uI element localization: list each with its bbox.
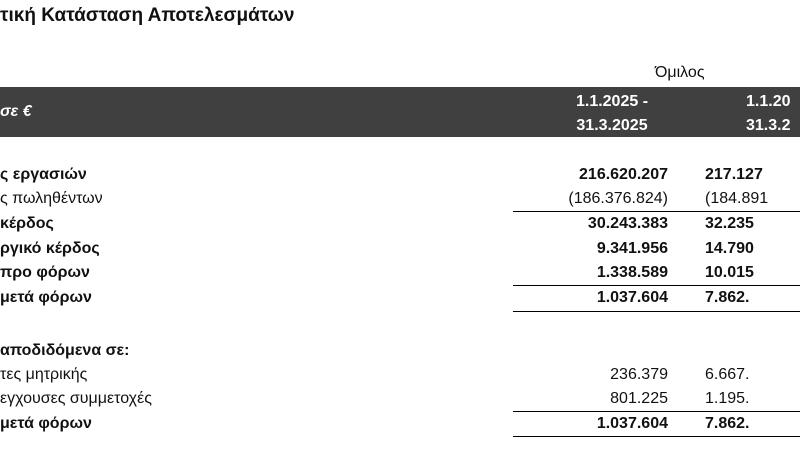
table-row-profit-before-tax bbox=[0, 261, 800, 285]
row-label: τες μητρικής bbox=[0, 366, 88, 383]
group-column-label: Όμιλος bbox=[655, 64, 705, 81]
table-row-gross-profit bbox=[0, 212, 800, 236]
row-value-period-2: 7.862. bbox=[705, 415, 750, 432]
row-value-period-2: 6.667. bbox=[705, 366, 750, 383]
row-value-period-2: 14.790 bbox=[705, 240, 754, 257]
row-label: ργικό κέρδος bbox=[0, 240, 100, 257]
row-value-period-1: 216.620.207 bbox=[579, 166, 668, 183]
table-row-revenue bbox=[0, 163, 800, 187]
period-header-1 bbox=[548, 90, 676, 138]
row-label: μετά φόρων bbox=[0, 415, 92, 432]
table-row-profit-after-tax-total bbox=[0, 412, 800, 436]
row-value-period-1: 1.037.604 bbox=[596, 415, 668, 432]
statement-title: τική Κατάσταση Αποτελεσμάτων bbox=[0, 5, 295, 26]
row-value-period-2: 32.235 bbox=[705, 215, 754, 232]
row-value-period-1: 236.379 bbox=[610, 366, 668, 383]
table-row-cost-of-sales bbox=[0, 187, 800, 211]
table-row-attributable-heading bbox=[0, 339, 800, 363]
row-label: μετά φόρων bbox=[0, 289, 92, 306]
period-2-line-1: 1.1.20 bbox=[746, 93, 791, 110]
period-2-line-2: 31.3.2 bbox=[746, 117, 791, 134]
table-row-profit-after-tax bbox=[0, 286, 800, 310]
table-row-operating-profit bbox=[0, 237, 800, 261]
row-label: προ φόρων bbox=[0, 264, 90, 281]
period-1-line-2: 31.3.2025 bbox=[576, 117, 648, 134]
row-value-period-2: 7.862. bbox=[705, 289, 750, 306]
row-label: ς εργασιών bbox=[0, 166, 87, 183]
row-label: αποδιδόμενα σε: bbox=[0, 342, 130, 359]
row-value-period-1: 1.037.604 bbox=[596, 289, 668, 306]
row-value-period-1: (186.376.824) bbox=[568, 190, 668, 207]
total-rule bbox=[513, 436, 800, 437]
row-label: εγχουσες συμμετοχές bbox=[0, 390, 152, 407]
row-label: κέρδος bbox=[0, 215, 54, 232]
row-label: ς πωληθέντων bbox=[0, 190, 103, 207]
row-value-period-2: 10.015 bbox=[705, 264, 754, 281]
row-value-period-1: 30.243.383 bbox=[587, 215, 668, 232]
currency-label: σε € bbox=[0, 103, 32, 120]
row-value-period-2: 217.127 bbox=[705, 166, 763, 183]
total-rule bbox=[513, 311, 800, 312]
row-value-period-1: 9.341.956 bbox=[596, 240, 668, 257]
period-header-2 bbox=[746, 90, 790, 138]
table-header-band bbox=[0, 87, 800, 137]
row-value-period-1: 801.225 bbox=[610, 390, 668, 407]
table-row-parent-owners bbox=[0, 363, 800, 387]
row-value-period-2: (184.891 bbox=[705, 190, 769, 207]
table-row-non-controlling bbox=[0, 387, 800, 411]
row-value-period-2: 1.195. bbox=[705, 390, 750, 407]
period-1-line-1: 1.1.2025 - bbox=[575, 93, 649, 110]
row-value-period-1: 1.338.589 bbox=[596, 264, 668, 281]
